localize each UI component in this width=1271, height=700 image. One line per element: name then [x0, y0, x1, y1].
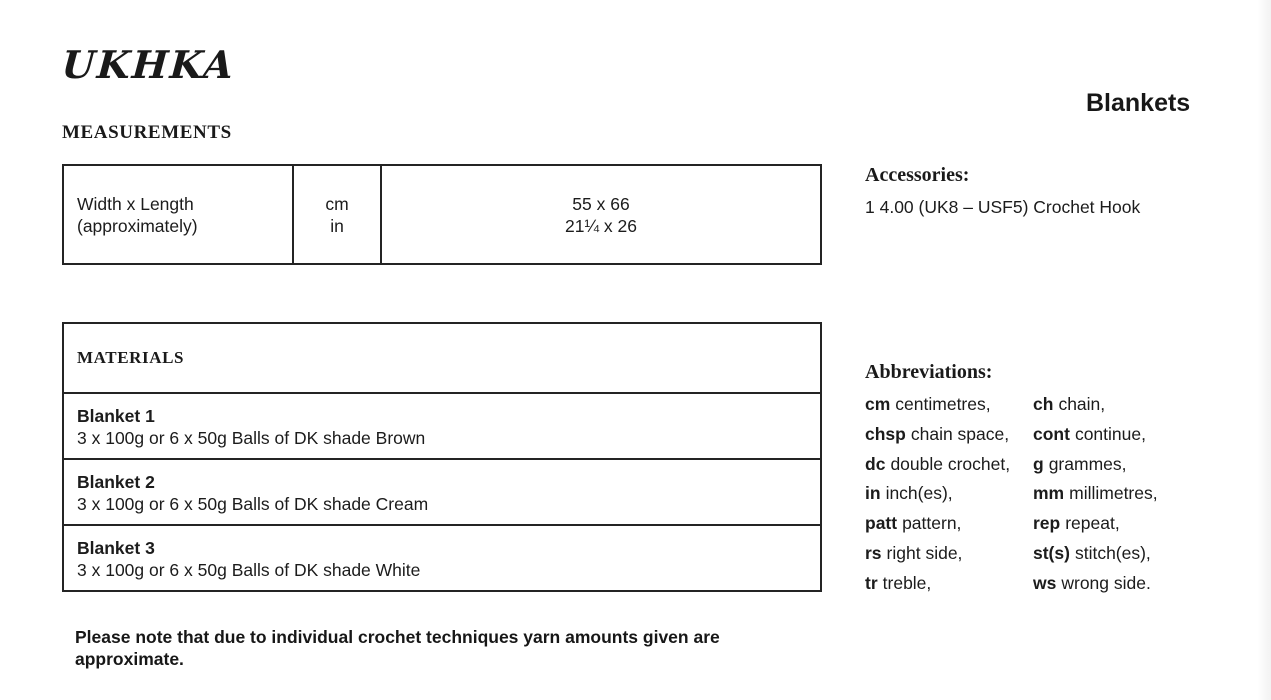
- abbreviation-entry: ws wrong side.: [1033, 572, 1151, 593]
- measurements-table: [62, 164, 822, 265]
- unit-in: in: [330, 215, 344, 236]
- value-in: 21¼ x 26: [565, 215, 637, 236]
- abbreviation-entry: mm millimetres,: [1033, 483, 1158, 504]
- abbreviation-entry: cm centimetres,: [865, 394, 991, 414]
- material-description: 3 x 100g or 6 x 50g Balls of DK shade Brown: [77, 428, 426, 448]
- abbreviation-entry: patt pattern,: [865, 513, 962, 534]
- abbreviation-entry: chsp chain space,: [865, 423, 1010, 444]
- abbreviation-entry: tr treble,: [865, 572, 932, 593]
- scan-edge-shadow: [1257, 0, 1271, 700]
- abbreviations-list: [865, 394, 1158, 603]
- material-name: Blanket 1: [77, 406, 155, 426]
- materials-row-blanket-2: [64, 458, 820, 524]
- material-name: Blanket 2: [77, 472, 155, 492]
- measurements-label-line1: Width x Length: [77, 193, 194, 214]
- material-name: Blanket 3: [77, 538, 155, 558]
- abbreviation-entry: rs right side,: [865, 542, 963, 563]
- measurements-values-cell: [382, 166, 820, 263]
- accessories-item: 1 4.00 (UK8 – USF5) Crochet Hook: [865, 197, 1141, 217]
- abbreviations-heading: Abbreviations:: [865, 361, 993, 383]
- measurements-label-cell: [64, 166, 292, 263]
- abbreviation-entry: g grammes,: [1033, 453, 1127, 474]
- ukhka-logo: UKHKA: [60, 42, 237, 87]
- material-description: 3 x 100g or 6 x 50g Balls of DK shade Cream: [77, 494, 429, 514]
- measurements-units-cell: [292, 166, 382, 263]
- unit-cm: cm: [325, 193, 349, 214]
- measurements-heading: MEASUREMENTS: [62, 122, 232, 143]
- abbreviation-entry: cont continue,: [1033, 423, 1146, 444]
- yarn-amount-note: Please note that due to individual crochet techniques yarn amounts given are approximate.: [75, 627, 720, 669]
- abbreviation-entry: dc double crochet,: [865, 453, 1011, 474]
- materials-row-blanket-3: [64, 524, 820, 590]
- abbreviation-entry: rep repeat,: [1033, 513, 1120, 534]
- accessories-heading: Accessories:: [865, 164, 970, 186]
- measurements-label-line2: (approximately): [77, 215, 198, 236]
- materials-box: [62, 322, 822, 592]
- materials-heading: MATERIALS: [77, 348, 185, 367]
- value-cm: 55 x 66: [572, 193, 630, 214]
- pattern-title: Blankets: [1086, 89, 1191, 117]
- abbreviation-entry: in inch(es),: [865, 483, 953, 504]
- materials-row-blanket-1: [64, 392, 820, 458]
- abbreviation-entry: ch chain,: [1033, 394, 1106, 414]
- abbreviation-entry: st(s) stitch(es),: [1033, 542, 1151, 563]
- material-description: 3 x 100g or 6 x 50g Balls of DK shade White: [77, 560, 421, 580]
